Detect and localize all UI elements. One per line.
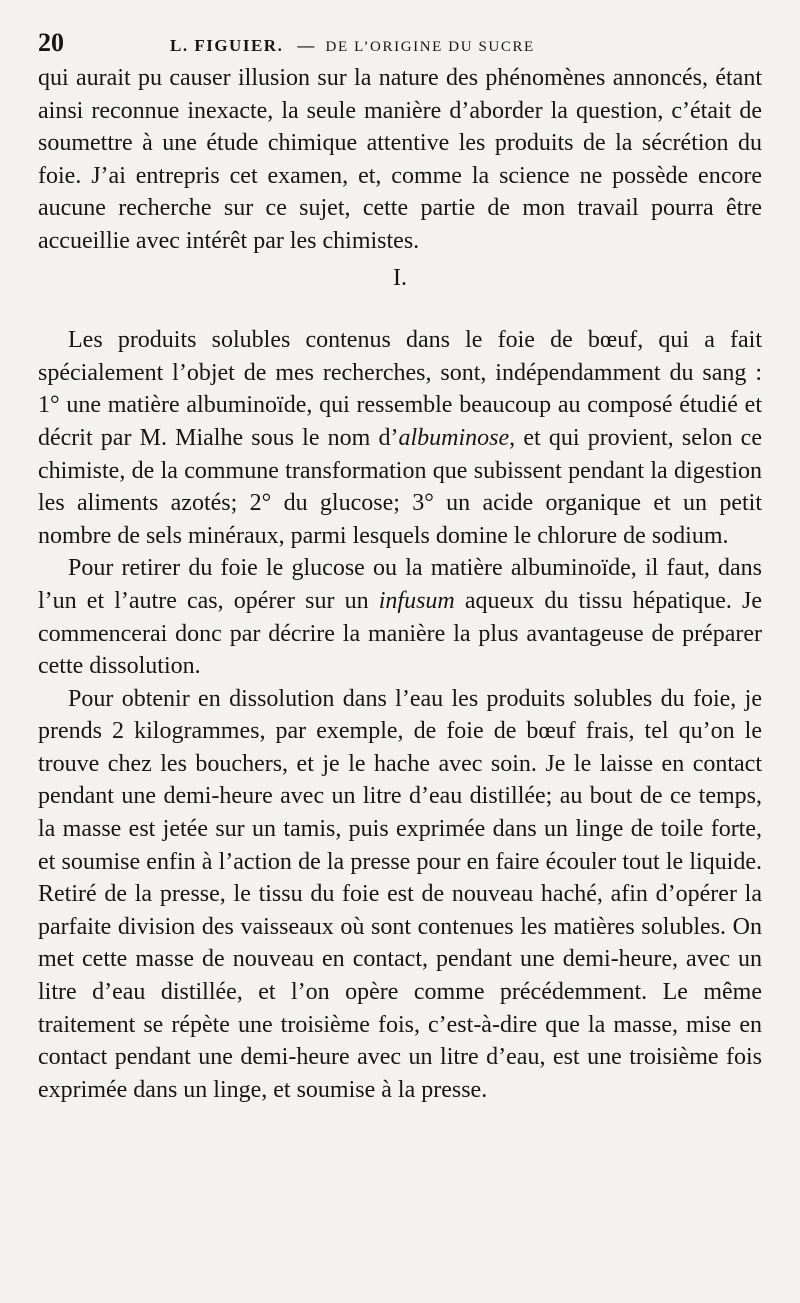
running-head-title: DE L’ORIGINE DU SUCRE xyxy=(325,39,535,55)
paragraph-extraction-text-a: Pour retirer du foie le glucose ou la matière albuminoïde, il faut, dans l’un et l’autre cas, opérer sur un xyxy=(38,555,762,614)
section-heading: I. xyxy=(393,264,407,291)
running-head xyxy=(38,28,762,62)
running-head-separator: — xyxy=(297,36,316,55)
paragraph-procedure: Pour obtenir en dissolution dans l’eau les produits solubles du foie, je prends 2 kilogrammes, par exemple, de foie de bœuf frais, tel qu’on le trouve chez les bouchers, et je le hache avec soin. Je le laisse en contact pendant une demi-heure avec un litre d’eau distillée; au bout de ce temps, la masse est jetée sur un tamis, puis exprimée dans un linge de toile forte, et soumise enfin à l’action de la presse pour en faire écouler tout le liquide. Retiré de la presse, le tissu du foie est de nouveau haché, afin d’opérer la parfaite division des vaisseaux où sont contenues les matières solubles. On met cette masse de nouveau en contact, pendant une demi-heure, avec un litre d’eau distillée, et l’on opère comme précédemment. Le même traitement se répète une troisième fois, c’est-à-dire que la masse, mise en contact pendant une demi-heure avec un litre d’eau, est une troisième fois exprimée dans un linge, et soumise à la presse. xyxy=(38,685,762,1103)
paragraph-products-italic: albuminose xyxy=(398,424,510,451)
paragraph-extraction-italic: infusum xyxy=(378,587,455,614)
paragraph-extraction-text-b: aqueux du tissu hépatique. Je commencerai donc par décrire la manière la plus avantageuse de préparer cette dissolution. xyxy=(38,587,762,680)
paragraph-products xyxy=(38,324,762,552)
page-number: 20 xyxy=(38,28,64,57)
paragraph-products-text-b: , et qui provient, selon ce chimiste, de la commune transformation que subissent pendant la digestion les aliments azotés; 2° du glucose; 3° un acide organique et un petit nombre de sels minéraux, parmi lesquels domine le chlorure de sodium. xyxy=(38,424,762,549)
running-head-author: L. FIGUIER. xyxy=(170,36,284,55)
body-text xyxy=(38,62,762,1106)
paragraph-continued: qui aurait pu causer illusion sur la nature des phénomènes annoncés, étant ainsi reconnue inexacte, la seule manière d’aborder la question, c’était de soumettre à une étude chimique attentive les produits de la sécrétion du foie. J’ai entrepris cet examen, et, comme la science ne possède encore aucune recherche sur ce sujet, cette partie de mon travail pourra être accueillie avec intérêt par les chimistes. xyxy=(38,65,762,254)
paragraph-extraction xyxy=(38,552,762,682)
paragraph-products-text-a: Les produits solubles contenus dans le foie de bœuf, qui a fait spécialement l’objet de mes recherches, sont, indépendamment du sang : 1° une matière albuminoïde, qui ressemble beaucoup au composé étudié et décrit par M. Mialhe sous le nom d’ xyxy=(38,327,762,451)
